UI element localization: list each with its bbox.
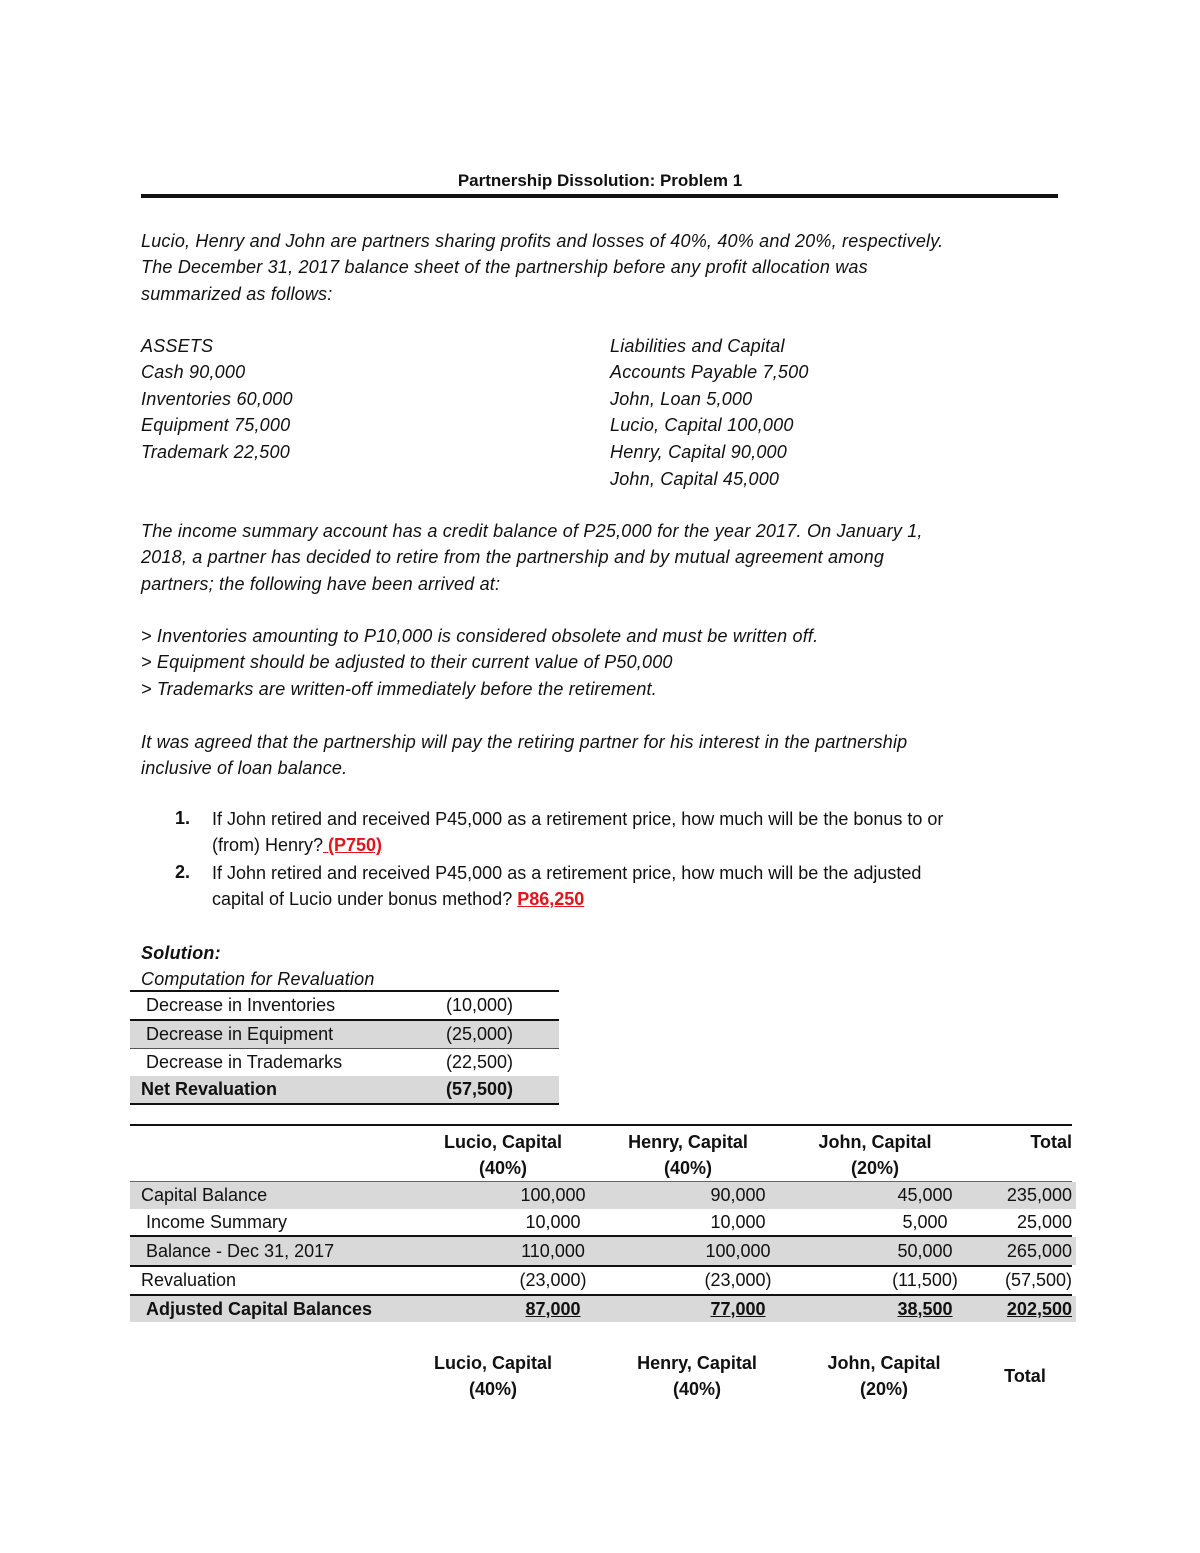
header-john-capital [795,1129,955,1181]
row-label: Decrease in Inventories [146,995,336,1015]
agreement-line-2: inclusive of loan balance. [141,758,348,778]
assets-heading: ASSETS [141,336,214,356]
header-name: Henry, Capital [637,1353,757,1373]
cell-total: 235,000 [1006,1185,1072,1205]
adjustment-trademarks: > Trademarks are written-off immediately before the retirement. [141,679,657,699]
cell-total: 25,000 [1016,1212,1072,1232]
capital-lucio: Lucio, Capital 100,000 [610,415,794,435]
cell-henry: 100,000 [705,1241,771,1261]
cell-value: 38,500 [897,1299,953,1319]
row-value: (10,000) [446,995,514,1015]
capital-henry: Henry, Capital 90,000 [610,442,787,462]
cell-henry: (23,000) [704,1270,772,1290]
cell-value: 202,500 [1006,1299,1072,1319]
income-line-2: 2018, a partner has decided to retire from the partnership and by mutual agreement among [141,547,885,567]
cell-total: (57,500) [1004,1270,1072,1290]
cell-henry [658,1299,818,1320]
question-1-answer: (P750) [323,835,383,855]
cell-lucio [473,1299,633,1320]
row-value: (22,500) [446,1052,514,1072]
row-label: Decrease in Equipment [146,1024,334,1044]
header-name: Lucio, Capital [443,1132,562,1152]
cell-john: 50,000 [897,1241,953,1261]
header-name: John, Capital [827,1353,941,1373]
table-row-income-summary [130,1209,1076,1236]
net-revaluation-value: (57,500) [446,1079,514,1099]
question-2-answer: P86,250 [517,889,585,909]
cell-henry: 90,000 [710,1185,766,1205]
header-total [972,1129,1072,1155]
title-rule [141,194,1058,198]
row-value: (25,000) [446,1024,514,1044]
cell-lucio: 110,000 [521,1241,585,1261]
header-name: Henry, Capital [628,1132,748,1152]
row-label: Income Summary [146,1212,288,1232]
solution-heading: Solution: [141,943,221,963]
table-row-adjusted-capital [130,1296,1076,1322]
asset-inventories: Inventories 60,000 [141,389,293,409]
liabilities-heading: Liabilities and Capital [610,336,785,356]
question-2-line-1: If John retired and received P45,000 as a retirement price, how much will be the adjusted [212,863,922,883]
question-1 [212,806,1052,858]
cell-total: 265,000 [1006,1241,1072,1261]
header-lucio-capital [423,1129,583,1181]
header-name: Lucio, Capital [433,1353,552,1373]
header-percent: (40%) [478,1158,527,1178]
second-header-lucio-capital [413,1350,573,1402]
capital-john: John, Capital 45,000 [610,469,780,489]
intro-line-2: The December 31, 2017 balance sheet of the partnership before any profit allocation was [141,257,868,277]
income-line-1: The income summary account has a credit balance of P25,000 for the year 2017. On January 1, [141,521,923,541]
revaluation-table [130,990,559,1105]
table-row [130,992,559,1019]
cell-lucio: (23,000) [519,1270,587,1290]
cell-value: 77,000 [710,1299,766,1319]
table-row-revaluation [130,1267,1076,1294]
document-title: Partnership Dissolution: Problem 1 [457,171,743,190]
table-top-rule [130,1124,1072,1126]
table-row-balance-dec-31 [130,1237,1076,1265]
header-name: Total [1004,1366,1046,1386]
income-line-3: partners; the following have been arrived at: [141,574,501,594]
liability-accounts-payable: Accounts Payable 7,500 [610,362,809,382]
adjustment-equipment: > Equipment should be adjusted to their current value of P50,000 [141,652,673,672]
header-percent: (40%) [663,1158,712,1178]
cell-john: 5,000 [902,1212,948,1232]
table-rule [130,1103,559,1105]
asset-equipment: Equipment 75,000 [141,415,291,435]
row-label: Capital Balance [141,1185,268,1205]
second-header-henry-capital [617,1350,777,1402]
table-row [130,1021,559,1048]
cell-total [932,1299,1072,1320]
revaluation-subheading: Computation for Revaluation [141,969,375,989]
question-2-line-2: capital of Lucio under bonus method? [212,889,518,909]
cell-lucio: 100,000 [520,1185,586,1205]
agreement-line-1: It was agreed that the partnership will pay the retiring partner for his interest in the partnership [141,732,908,752]
table-row-capital-balance [130,1182,1076,1209]
row-label: Balance - Dec 31, 2017 [146,1241,335,1261]
header-percent: (40%) [672,1379,721,1399]
row-label: Revaluation [141,1270,237,1290]
liability-john-loan: John, Loan 5,000 [610,389,753,409]
question-2-number: 2. [175,862,191,882]
cell-henry: 10,000 [710,1212,766,1232]
cell-john: (11,500) [892,1270,958,1290]
intro-line-3: summarized as follows: [141,284,333,304]
adjustment-inventories: > Inventories amounting to P10,000 is considered obsolete and must be written off. [141,626,819,646]
row-label: Adjusted Capital Balances [146,1299,373,1319]
asset-cash: Cash 90,000 [141,362,246,382]
table-row [130,1049,559,1076]
question-1-line-2: (from) Henry? [212,835,324,855]
header-henry-capital [608,1129,768,1181]
question-1-line-1: If John retired and received P45,000 as a retirement price, how much will be the bonus to or [212,809,944,829]
cell-lucio: 10,000 [525,1212,581,1232]
intro-line-1: Lucio, Henry and John are partners sharing profits and losses of 40%, 40% and 20%, respectively. [141,231,944,251]
cell-value: 87,000 [525,1299,581,1319]
header-percent: (40%) [468,1379,517,1399]
cell-john: 45,000 [897,1185,953,1205]
second-header-total [975,1363,1075,1389]
header-percent: (20%) [859,1379,908,1399]
row-label: Decrease in Trademarks [146,1052,343,1072]
header-name: John, Capital [818,1132,932,1152]
asset-trademark: Trademark 22,500 [141,442,290,462]
net-revaluation-row [130,1076,559,1103]
second-header-john-capital [804,1350,964,1402]
question-1-number: 1. [175,808,191,828]
header-percent: (20%) [850,1158,899,1178]
question-2 [212,860,1052,912]
net-revaluation-label: Net Revaluation [141,1079,278,1099]
header-name: Total [1030,1132,1072,1152]
